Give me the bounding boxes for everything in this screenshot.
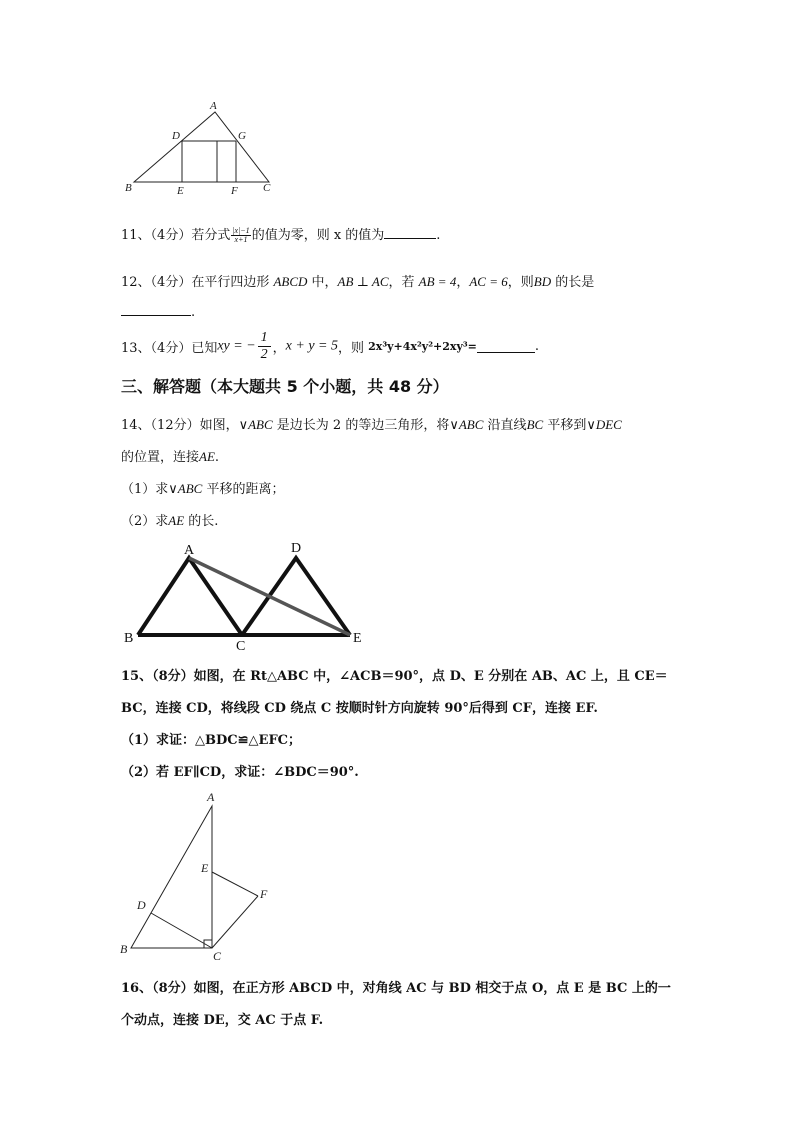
q13-fraction — [258, 330, 271, 363]
question-13 — [121, 330, 539, 363]
fig15-label-C: C — [213, 949, 222, 962]
q14-bc: BC — [526, 417, 544, 432]
q14-sub2-text-2: 的长. — [184, 514, 219, 529]
question-15: 15、（8分）如图，在 Rt△ABC 中，∠ACB＝90°，点 D、E 分别在 AB、AC 上，且 CE＝ — [121, 669, 668, 684]
fig14-label-E: E — [353, 631, 362, 646]
q14-abc-2: ∨ABC — [449, 417, 484, 432]
q13-sum: x + y = 5 — [285, 338, 338, 354]
q13-frac-num: 1 — [258, 330, 271, 347]
question-15-sub2: （2）若 EF∥CD，求证：∠BDC＝90°. — [121, 765, 359, 780]
label-G: G — [238, 130, 246, 142]
question-14 — [121, 414, 622, 433]
q13-answer-blank[interactable] — [477, 340, 535, 353]
q14-sub1-text-2: 平移的距离； — [202, 482, 285, 497]
q14-ae: AE — [199, 449, 215, 464]
q12-answer-blank[interactable] — [121, 303, 191, 316]
q12-text-5: ，则 — [507, 275, 534, 290]
q13-then: ，则 — [338, 341, 369, 356]
q11-suffix: 的值为零，则 x 的值为 — [251, 228, 385, 243]
q12-ac: AC = 6 — [469, 274, 508, 289]
q11-fraction — [231, 227, 250, 244]
question-14-sub2 — [121, 510, 218, 529]
q12-perp: AB ⊥ AC — [337, 274, 389, 289]
q12-text-2: 中， — [307, 275, 338, 290]
q12-text-4: ， — [456, 275, 470, 290]
q14-sub2-text-1: （2）求 — [121, 514, 169, 529]
q14-sub1-abc: ∨ABC — [168, 481, 203, 496]
fig14-label-A: A — [184, 543, 195, 558]
figure-q15-right-triangle — [110, 786, 280, 962]
label-D: D — [172, 130, 180, 142]
q13-xy: xy = − — [217, 338, 256, 354]
q11-answer-blank[interactable] — [384, 226, 436, 239]
fig14-label-B: B — [124, 631, 134, 646]
q14-text-1: 14、（12分）如图， — [121, 418, 239, 433]
fig15-label-E: E — [201, 861, 209, 875]
q14-text-3: 沿直线 — [483, 418, 527, 433]
question-15-sub1: （1）求证：△BDC≌△EFC； — [121, 733, 302, 748]
fig15-label-A: A — [207, 790, 215, 804]
q12-text-3: ，若 — [388, 275, 419, 290]
figure-q14-triangles — [118, 538, 378, 652]
question-14-line2 — [121, 446, 219, 465]
q11-frac-num: |x|−1 — [232, 226, 250, 235]
q14-abc-1: ∨ABC — [238, 417, 273, 432]
q11-prefix: 11、（4分）若分式 — [121, 228, 231, 243]
q12-ab: AB = 4 — [418, 274, 457, 289]
question-16: 16、（8分）如图，在正方形 ABCD 中，对角线 AC 与 BD 相交于点 O，点 E 是 BC 上的一 — [121, 981, 671, 996]
question-12 — [121, 271, 594, 290]
label-B: B — [125, 182, 132, 194]
fig15-label-D: D — [137, 898, 146, 912]
q14-text-5: 的位置，连接 — [121, 450, 200, 465]
q12-end: . — [191, 305, 196, 320]
question-11 — [121, 224, 440, 244]
q12-abcd: ABCD — [273, 274, 308, 289]
q11-end: . — [436, 228, 441, 243]
question-16-line2: 个动点，连接 DE，交 AC 于点 F. — [121, 1013, 324, 1028]
fig14-label-C: C — [236, 639, 246, 652]
fig15-label-F: F — [260, 887, 268, 901]
question-12-line2 — [121, 303, 195, 320]
question-14-sub1 — [121, 478, 285, 497]
question-15-line2: BC，连接 CD，将线段 CD 绕点 C 按顺时针方向旋转 90°后得到 CF，连接 EF. — [121, 701, 598, 716]
q14-dec: ∨DEC — [586, 417, 622, 432]
q12-text-1: 12、（4分）在平行四边形 — [121, 275, 274, 290]
q14-text-2: 是边长为 2 的等边三角形，将 — [272, 418, 450, 433]
q14-sub1-text-1: （1）求 — [121, 482, 169, 497]
q12-text-6: 的长是 — [551, 275, 595, 290]
q14-text-4: 平移到 — [543, 418, 587, 433]
section-heading: 三、解答题（本大题共 5 个小题，共 48 分） — [121, 377, 449, 396]
q13-mid: ， — [272, 341, 286, 356]
q13-end: . — [534, 339, 540, 354]
q14-text-6: . — [214, 450, 220, 465]
q12-bd: BD — [533, 274, 552, 289]
q13-prefix: 13、（4分）已知 — [121, 341, 218, 356]
q14-sub2-ae: AE — [168, 513, 185, 528]
q13-expression: 2x³y+4x²y²+2xy³= — [368, 340, 477, 353]
figure-triangle-rectangle — [118, 96, 288, 200]
label-F: F — [231, 185, 238, 197]
label-A: A — [210, 100, 217, 112]
label-C: C — [263, 182, 271, 194]
label-E: E — [177, 185, 184, 197]
fig15-label-B: B — [120, 942, 128, 956]
q13-frac-den: 2 — [260, 347, 268, 362]
q11-frac-den: x+1 — [234, 235, 248, 244]
fig14-label-D: D — [291, 541, 302, 556]
